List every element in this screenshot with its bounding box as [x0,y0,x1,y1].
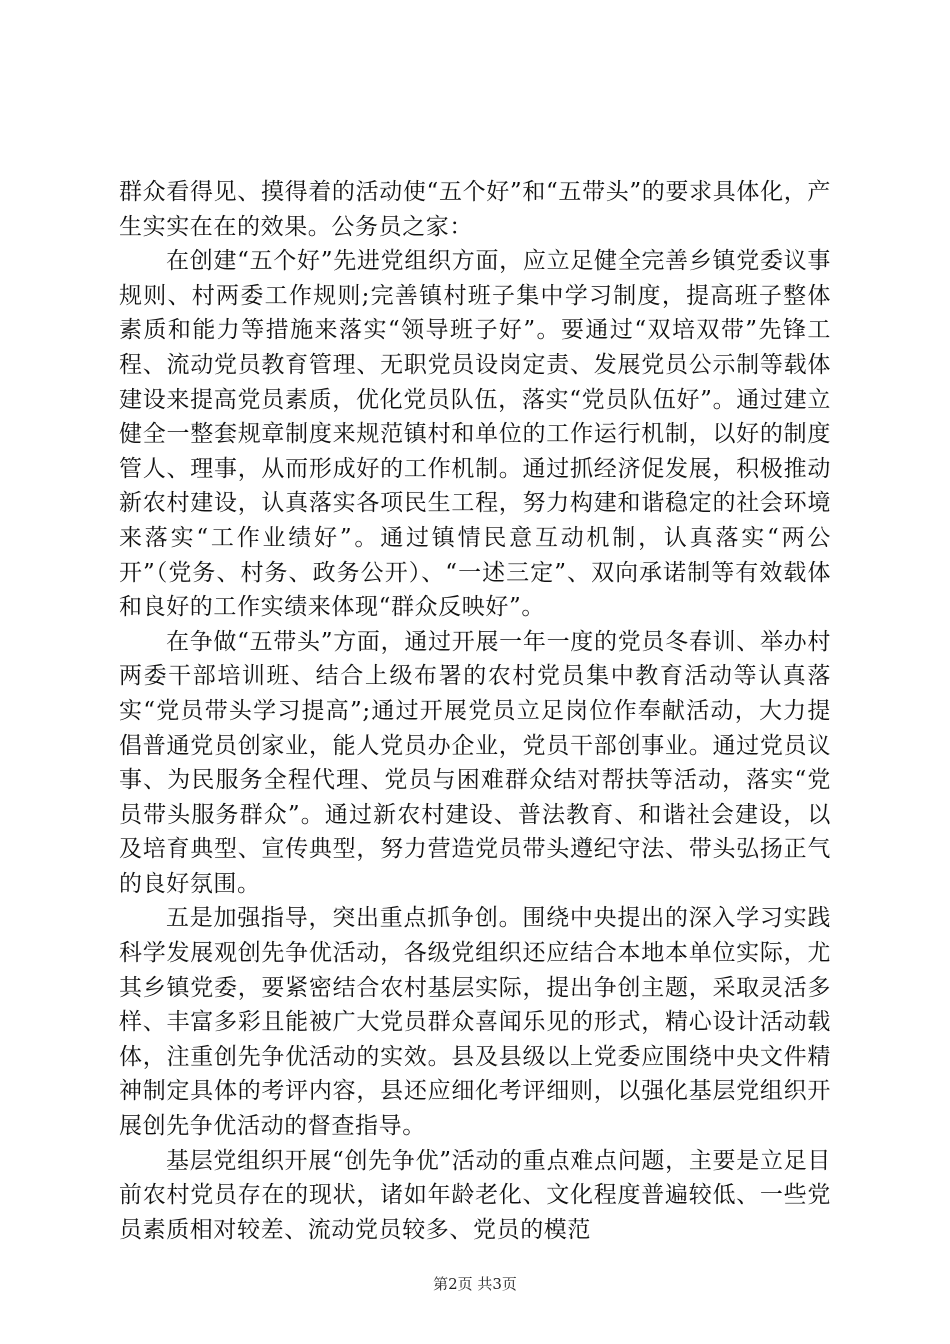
paragraph-4: 五是加强指导，突出重点抓争创。围绕中央提出的深入学习实践科学发展观创先争优活动，各级党组织还应结合本地本单位实际，尤其乡镇党委，要紧密结合农村基层实际，提出争创主题，采取灵活多样、丰富多彩且能被广大党员群众喜闻乐见的形式，精心设计活动载体，注重创先争优活动的实效。县及县级以上党委应围绕中央文件精神制定具体的考评内容，县还应细化考评细则，以强化基层党组织开展创先争优活动的督查指导。 [119,905,831,1140]
paragraph-2: 在创建“五个好”先进党组织方面，应立足健全完善乡镇党委议事规则、村两委工作规则;完善镇村班子集中学习制度，提高班子整体素质和能力等措施来落实“领导班子好”。要通过“双培双带”先锋工程、流动党员教育管理、无职党员设岗定责、发展党员公示制等载体建设来提高党员素质，优化党员队伍，落实“党员队伍好”。通过建立健全一整套规章制度来规范镇村和单位的工作运行机制，以好的制度管人、理事，从而形成好的工作机制。通过抓经济促发展，积极推动新农村建设，认真落实各项民生工程，努力构建和谐稳定的社会环境来落实“工作业绩好”。通过镇情民意互动机制，认真落实“两公开”（党务、村务、政务公开）、“一述三定”、双向承诺制等有效载体和良好的工作实绩来体现“群众反映好”。 [119,248,831,621]
paragraph-5: 基层党组织开展“创先争优”活动的重点难点问题，主要是立足目前农村党员存在的现状，诸如年龄老化、文化程度普遍较低、一些党员素质相对较差、流动党员较多、党员的模范 [119,1147,831,1243]
document-body [119,175,831,1247]
page-footer: 第2页 共3页 [433,1275,517,1293]
paragraph-1: 群众看得见、摸得着的活动使“五个好”和“五带头”的要求具体化，产生实实在在的效果。公务员之家： [119,179,831,240]
paragraph-3: 在争做“五带头”方面，通过开展一年一度的党员冬春训、举办村两委干部培训班、结合上级布署的农村党员集中教育活动等认真落实“党员带头学习提高”;通过开展党员立足岗位作奉献活动，大力提倡普通党员创家业，能人党员办企业，党员干部创事业。通过党员议事、为民服务全程代理、党员与困难群众结对帮扶等活动，落实“党员带头服务群众”。通过新农村建设、普法教育、和谐社会建设，以及培育典型、宣传典型，努力营造党员带头遵纪守法、带头弘扬正气的良好氛围。 [119,628,831,897]
